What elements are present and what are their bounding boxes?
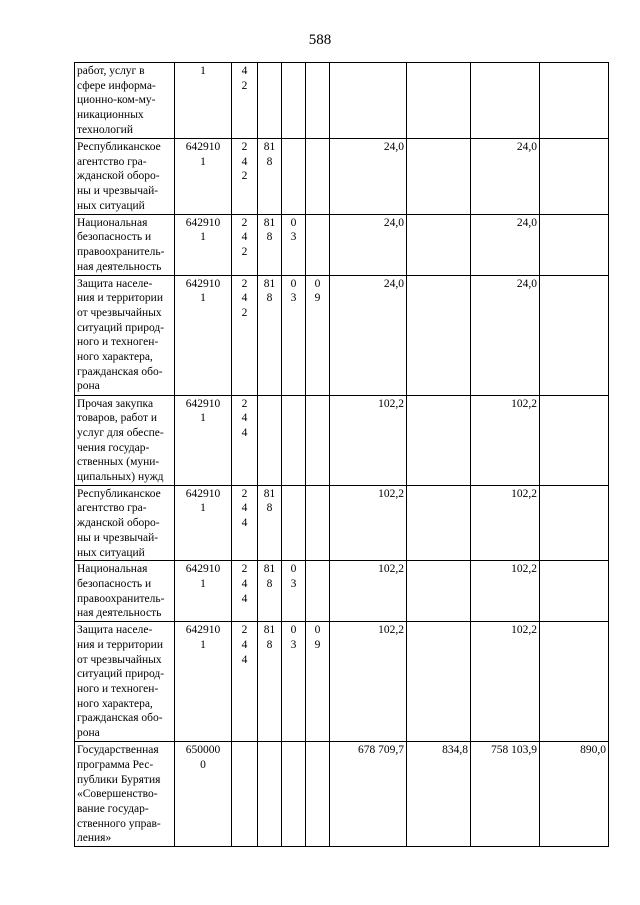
sum-1: 102,2 <box>330 485 407 561</box>
row-name: Прочая закупка товаров, работ и услуг для обеспе- чения государ- ственных (муни- ципальных) нужд <box>75 395 175 485</box>
pr-code <box>306 395 330 485</box>
pr-code <box>306 214 330 275</box>
sum-4 <box>540 214 609 275</box>
csr-code: 1 <box>175 63 232 139</box>
sum-1: 24,0 <box>330 139 407 215</box>
rz-code <box>282 485 306 561</box>
sum-2 <box>407 561 471 622</box>
vr-code: 2 4 2 <box>232 214 258 275</box>
rz-code <box>282 395 306 485</box>
vr-code: 2 4 2 <box>232 139 258 215</box>
row-name: Республиканское агентство гра- жданской оборо- ны и чрезвычай- ных ситуаций <box>75 139 175 215</box>
sum-3: 24,0 <box>471 139 540 215</box>
sum-3: 102,2 <box>471 485 540 561</box>
row-name: Национальная безопасность и правоохранитель- ная деятельность <box>75 561 175 622</box>
rz-code <box>282 742 306 847</box>
table-row <box>75 139 609 215</box>
sum-1: 678 709,7 <box>330 742 407 847</box>
table-row <box>75 63 609 139</box>
table-row <box>75 742 609 847</box>
csr-code: 642910 1 <box>175 485 232 561</box>
csr-code: 642910 1 <box>175 561 232 622</box>
sum-4 <box>540 275 609 395</box>
gr-code: 81 8 <box>258 139 282 215</box>
csr-code: 642910 1 <box>175 214 232 275</box>
pr-code: 0 9 <box>306 622 330 742</box>
sum-2 <box>407 275 471 395</box>
row-name: Республиканское агентство гра- жданской оборо- ны и чрезвычай- ных ситуаций <box>75 485 175 561</box>
rz-code: 0 3 <box>282 622 306 742</box>
csr-code: 642910 1 <box>175 139 232 215</box>
pr-code: 0 9 <box>306 275 330 395</box>
sum-4 <box>540 622 609 742</box>
sum-1: 24,0 <box>330 214 407 275</box>
pr-code <box>306 139 330 215</box>
sum-4: 890,0 <box>540 742 609 847</box>
csr-code: 642910 1 <box>175 275 232 395</box>
csr-code: 642910 1 <box>175 622 232 742</box>
rz-code: 0 3 <box>282 275 306 395</box>
sum-2 <box>407 139 471 215</box>
row-name: Государственная программа Рес- публики Бурятия «Совершенство- вание государ- ственного управ- ления» <box>75 742 175 847</box>
vr-code: 2 4 4 <box>232 395 258 485</box>
table-row <box>75 485 609 561</box>
gr-code: 81 8 <box>258 561 282 622</box>
sum-2 <box>407 485 471 561</box>
vr-code <box>232 742 258 847</box>
pr-code <box>306 742 330 847</box>
sum-4 <box>540 561 609 622</box>
vr-code: 2 4 4 <box>232 561 258 622</box>
gr-code <box>258 742 282 847</box>
rz-code: 0 3 <box>282 561 306 622</box>
vr-code: 2 4 2 <box>232 275 258 395</box>
sum-3 <box>471 63 540 139</box>
table-row <box>75 214 609 275</box>
budget-table <box>74 62 609 847</box>
sum-1: 102,2 <box>330 395 407 485</box>
vr-code: 2 4 4 <box>232 622 258 742</box>
sum-3: 102,2 <box>471 395 540 485</box>
gr-code: 81 8 <box>258 622 282 742</box>
pr-code <box>306 561 330 622</box>
rz-code <box>282 139 306 215</box>
sum-4 <box>540 139 609 215</box>
page-number: 588 <box>308 32 332 48</box>
sum-4 <box>540 63 609 139</box>
csr-code: 650000 0 <box>175 742 232 847</box>
gr-code: 81 8 <box>258 275 282 395</box>
sum-2 <box>407 214 471 275</box>
sum-4 <box>540 485 609 561</box>
gr-code: 81 8 <box>258 214 282 275</box>
vr-code: 4 2 <box>232 63 258 139</box>
sum-3: 102,2 <box>471 622 540 742</box>
row-name: Защита населе- ния и территории от чрезвычайных ситуаций природ- ного и техноген- ного характера, гражданская обо- рона <box>75 622 175 742</box>
sum-2 <box>407 63 471 139</box>
rz-code <box>282 63 306 139</box>
csr-code: 642910 1 <box>175 395 232 485</box>
gr-code <box>258 63 282 139</box>
table-row <box>75 561 609 622</box>
sum-3: 102,2 <box>471 561 540 622</box>
sum-1 <box>330 63 407 139</box>
table-row <box>75 275 609 395</box>
sum-3: 758 103,9 <box>471 742 540 847</box>
pr-code <box>306 63 330 139</box>
sum-1: 102,2 <box>330 622 407 742</box>
sum-3: 24,0 <box>471 214 540 275</box>
table-row <box>75 622 609 742</box>
sum-4 <box>540 395 609 485</box>
pr-code <box>306 485 330 561</box>
sum-1: 24,0 <box>330 275 407 395</box>
sum-2: 834,8 <box>407 742 471 847</box>
sum-2 <box>407 622 471 742</box>
sum-3: 24,0 <box>471 275 540 395</box>
gr-code: 81 8 <box>258 485 282 561</box>
rz-code: 0 3 <box>282 214 306 275</box>
row-name: Защита населе- ния и территории от чрезвычайных ситуаций природ- ного и техноген- ного характера, гражданская обо- рона <box>75 275 175 395</box>
row-name: работ, услуг в сфере информа- ционно-ком-му- никационных технологий <box>75 63 175 139</box>
sum-2 <box>407 395 471 485</box>
sum-1: 102,2 <box>330 561 407 622</box>
vr-code: 2 4 4 <box>232 485 258 561</box>
row-name: Национальная безопасность и правоохранитель- ная деятельность <box>75 214 175 275</box>
table-row <box>75 395 609 485</box>
gr-code <box>258 395 282 485</box>
